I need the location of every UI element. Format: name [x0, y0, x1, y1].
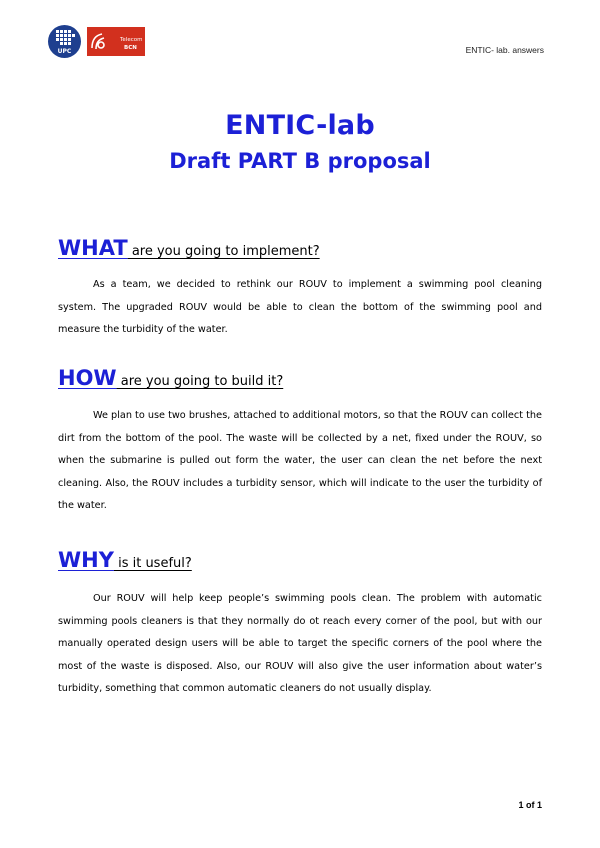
page-number: 1 of 1: [518, 800, 542, 810]
section-paragraph-why: Our ROUV will help keep people’s swimming pools clean. The problem with automatic swimming pools cleaners is that they normally do ot reach every corner of the pool, but with our manually operated design users will be able to target the specific corners of the pool where the most of the waste is disposed. Also, our ROUV will also give the user information about water’s turbidity, something that common automatic cleaners do not usually display.: [58, 593, 542, 694]
section-heading-how: [58, 366, 283, 390]
section-heading-rest: are you going to implement?: [127, 244, 320, 259]
section-keyword: WHAT: [58, 236, 128, 260]
upc-logo-text: UPC: [57, 48, 72, 55]
section-heading-what: [58, 236, 320, 260]
title-block: [0, 110, 600, 175]
section-keyword: WHY: [58, 548, 114, 572]
telecom-logo-text-1: Telecom: [120, 37, 143, 43]
section-heading-rest: are you going to build it?: [116, 374, 284, 389]
section-heading-rest: is it useful?: [113, 556, 192, 571]
section-heading-why: [58, 548, 192, 572]
page-title: ENTIC-lab: [225, 110, 375, 141]
page-subtitle: Draft PART B proposal: [169, 149, 431, 173]
section-paragraph-what: As a team, we decided to rethink our ROUV to implement a swimming pool cleaning system. The upgraded ROUV would be able to clean the bottom of the swimming pool and measure the turbidity of the water.: [58, 279, 542, 335]
section-keyword: HOW: [58, 366, 117, 390]
upc-logo: [48, 25, 81, 58]
header-right-text: ENTIC- lab. answers: [465, 45, 544, 55]
section-paragraph-how: We plan to use two brushes, attached to additional motors, so that the ROUV can collect the dirt from the bottom of the pool. The waste will be collected by a net, fixed under the ROUV, so when the submarine is pulled out form the water, the user can clean the net before the next cleaning. Also, the ROUV includes a turbidity sensor, which will indicate to the user the turbidity of the water.: [58, 410, 542, 511]
telecom-bcn-logo: [87, 27, 145, 56]
telecom-logo-text-2: BCN: [124, 45, 137, 51]
